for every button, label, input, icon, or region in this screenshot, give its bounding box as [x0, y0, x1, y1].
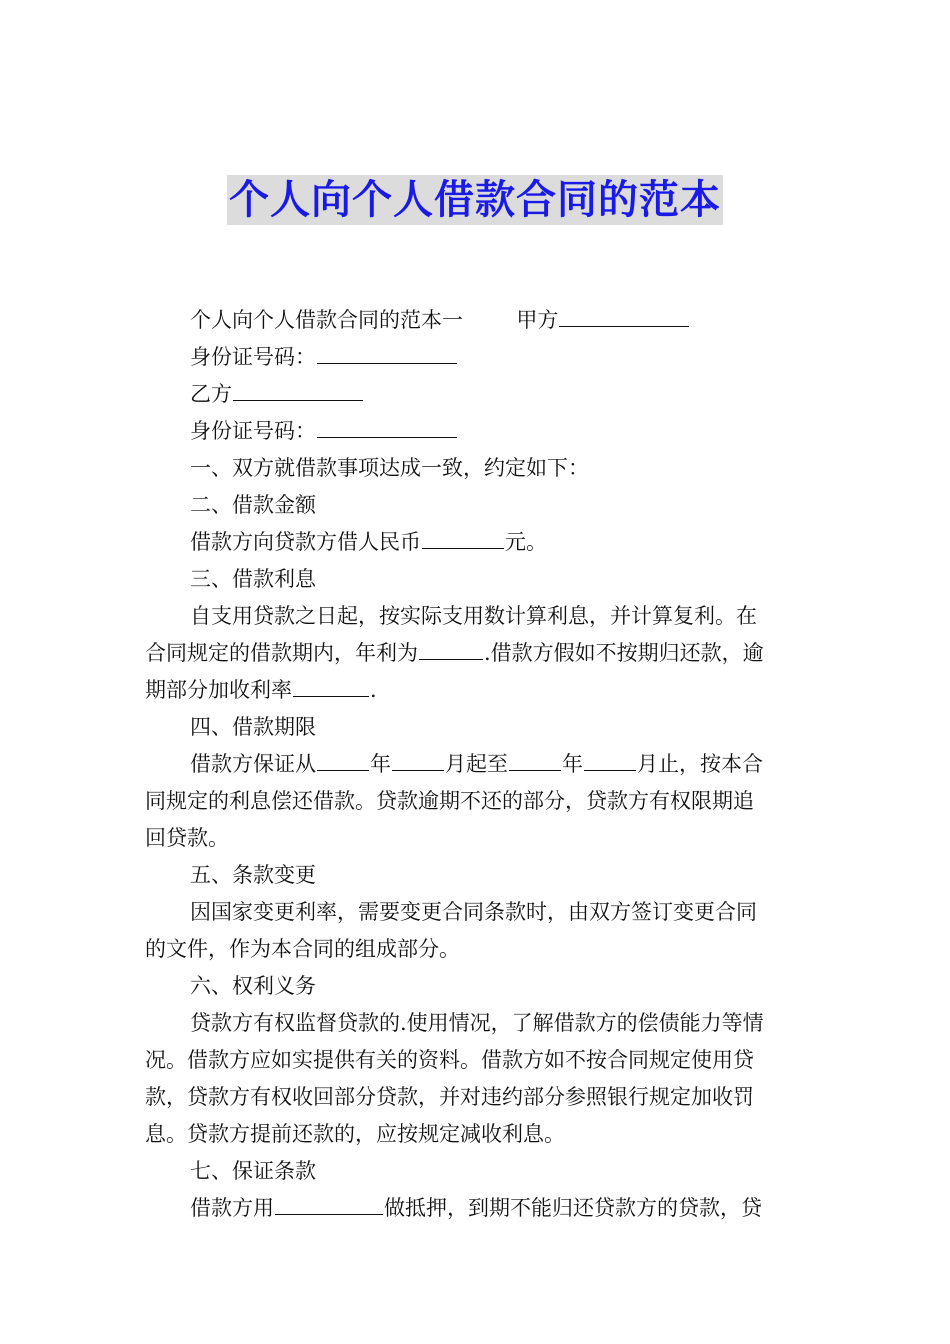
text-segment: 月起至: [445, 752, 508, 776]
paragraph-line: 同规定的利息偿还借款。贷款逾期不还的部分，贷款方有权限期追: [145, 789, 754, 813]
line-loan-amount: [145, 524, 807, 561]
text-segment: 月止，按本合: [637, 752, 763, 776]
text-segment: 借款方用: [190, 1196, 274, 1220]
amount-blank[interactable]: [422, 532, 504, 549]
line-party-a-id: [145, 339, 807, 376]
paragraph-line: 自支用贷款之日起，按实际支用数计算利息，并计算复利。在: [190, 604, 757, 628]
text-segment: 做抵押，到期不能归还贷款方的贷款，贷: [384, 1196, 762, 1220]
end-year-blank[interactable]: [509, 754, 561, 771]
paragraph-line: 回贷款。: [145, 826, 229, 850]
text-segment: 年: [562, 752, 583, 776]
id-label: 身份证号码：: [190, 345, 316, 369]
line-party-b-id: [145, 413, 807, 450]
section-heading: 三、借款利息: [190, 567, 316, 591]
text-segment: 借款方向贷款方借人民币: [190, 530, 421, 554]
line-party-a: [145, 302, 807, 339]
text-segment: .借款方假如不按期归还款，逾: [484, 641, 764, 665]
line-party-b: [145, 376, 807, 413]
text-segment: 期部分加收利率: [145, 678, 292, 702]
paragraph-line: 的文件，作为本合同的组成部分。: [145, 937, 460, 961]
paragraph-line: 贷款方有权监督贷款的.使用情况，了解借款方的偿债能力等情: [190, 1011, 764, 1035]
id-label: 身份证号码：: [190, 419, 316, 443]
start-year-blank[interactable]: [317, 754, 369, 771]
overdue-rate-blank[interactable]: [293, 680, 369, 697]
line-overdue-rate: [145, 672, 807, 709]
section-heading: 五、条款变更: [190, 863, 316, 887]
text-segment: 合同规定的借款期内，年利为: [145, 641, 418, 665]
party-b-label: 乙方: [190, 382, 232, 406]
text-segment: 元。: [505, 530, 547, 554]
party-a-blank[interactable]: [559, 310, 689, 327]
rate-blank[interactable]: [419, 643, 483, 660]
start-month-blank[interactable]: [392, 754, 444, 771]
line-loan-period: [145, 746, 807, 783]
clause-intro: 一、双方就借款事项达成一致，约定如下：: [190, 456, 589, 480]
section-heading: 七、保证条款: [190, 1159, 316, 1183]
paragraph-line: 况。借款方应如实提供有关的资料。借款方如不按合同规定使用贷: [145, 1048, 754, 1072]
spacer: [463, 308, 516, 332]
document-body: [145, 302, 807, 1227]
section-heading: 二、借款金额: [190, 493, 316, 517]
text-segment: .: [370, 678, 377, 702]
collateral-blank[interactable]: [275, 1198, 383, 1215]
paragraph-line: 因国家变更利率，需要变更合同条款时，由双方签订变更合同: [190, 900, 757, 924]
section-heading: 六、权利义务: [190, 974, 316, 998]
line-collateral: [145, 1190, 807, 1227]
document-title: 个人向个人借款合同的范本: [229, 177, 721, 223]
paragraph-line: 款，贷款方有权收回部分贷款，并对违约部分参照银行规定加收罚: [145, 1085, 754, 1109]
party-a-id-blank[interactable]: [317, 347, 457, 364]
party-b-id-blank[interactable]: [317, 421, 457, 438]
title-container: [0, 175, 950, 225]
contract-subtitle: 个人向个人借款合同的范本一: [190, 308, 463, 332]
text-segment: 年: [370, 752, 391, 776]
party-b-blank[interactable]: [233, 384, 363, 401]
party-a-label: 甲方: [516, 308, 559, 332]
line-interest-rate: [145, 635, 807, 672]
text-segment: 借款方保证从: [190, 752, 316, 776]
end-month-blank[interactable]: [584, 754, 636, 771]
section-heading: 四、借款期限: [190, 715, 316, 739]
paragraph-line: 息。贷款方提前还款的，应按规定减收利息。: [145, 1122, 565, 1146]
